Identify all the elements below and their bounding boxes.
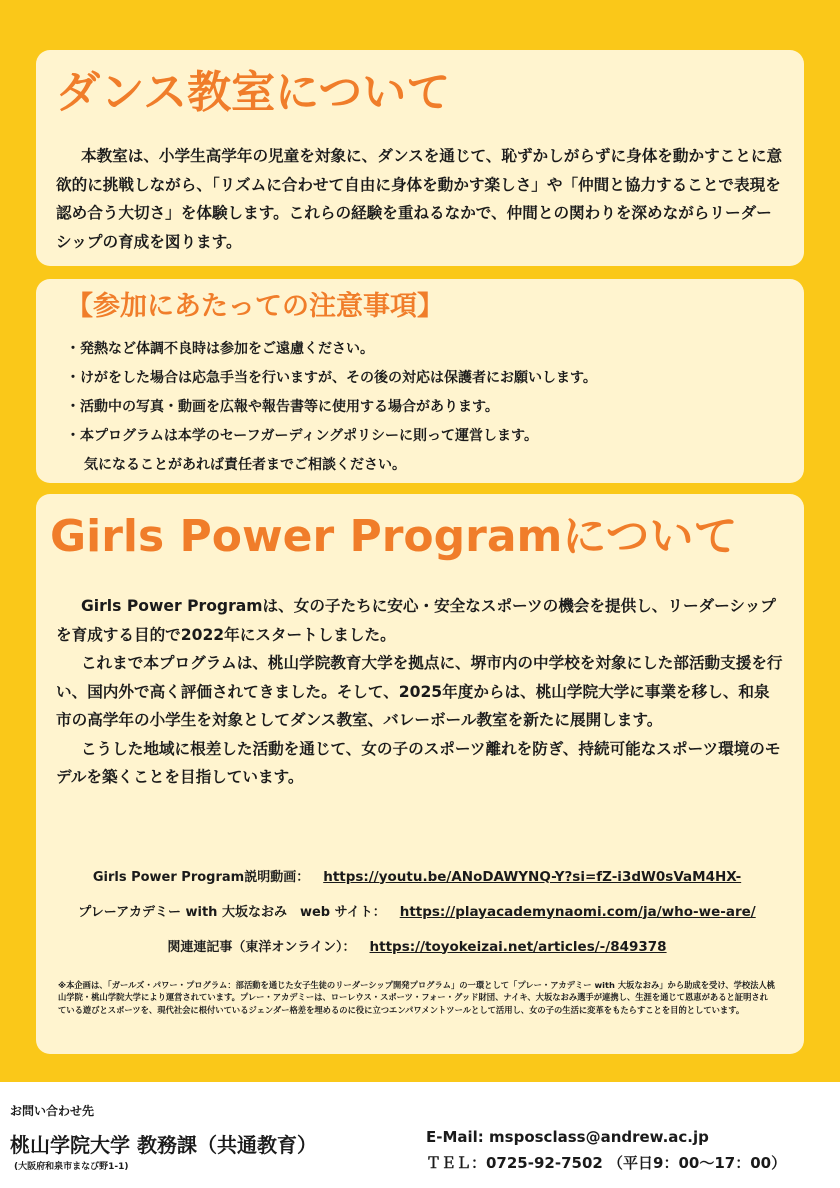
- dance-section-body: 本教室は、小学生高学年の児童を対象に、ダンスを通じて、恥ずかしがらずに身体を動かすことに意欲的に挑戦しながら、「リズムに合わせて自由に身体を動かす楽しさ」や「仲間と協力することで表現を認め合う大切さ」を体験します。これらの経験を重ねるなかで、仲間との関わりを深めながらリーダーシップの育成を図ります。: [56, 147, 783, 251]
- website-link[interactable]: https://playacademynaomi.com/ja/who-we-are/: [399, 903, 756, 920]
- note-item: ・活動中の写真・動画を広報や報告書等に使用する場合があります。: [66, 399, 499, 415]
- link-label: プレーアカデミー with 大坂なおみ web サイト：: [78, 904, 386, 920]
- gpp-paragraph: こうした地域に根差した活動を通じて、女の子のスポーツ離れを防ぎ、持続可能なスポーツ環境のモデルを築くことを目指しています。: [56, 739, 781, 786]
- link-row-website: [50, 895, 784, 930]
- contact-footer: [0, 1082, 840, 1188]
- links-list: [50, 860, 784, 965]
- link-row-video: [50, 860, 784, 895]
- article-link[interactable]: https://toyokeizai.net/articles/-/849378: [369, 938, 667, 955]
- dance-section-title: ダンス教室について: [56, 67, 451, 118]
- notes-section-title: 【参加にあたっての注意事項】: [66, 291, 444, 322]
- gpp-paragraph: Girls Power Programは、女の子たちに安心・安全なスポーツの機会を提供し、リーダーシップを育成する目的で2022年にスタートしました。: [56, 597, 776, 644]
- notes-list: [56, 335, 784, 451]
- link-row-article: [50, 930, 784, 965]
- dance-section: [36, 50, 804, 266]
- note-item: ・けがをした場合は応急手当を行いますが、その後の対応は保護者にお願いします。: [66, 370, 597, 386]
- note-item: ・発熱など体調不良時は参加をご遠慮ください。: [66, 341, 374, 357]
- organization-name: 桃山学院大学 教務課（共通教育）: [10, 1133, 317, 1157]
- note-continuation: 気になることがあれば責任者までご相談ください。: [84, 457, 406, 473]
- gpp-paragraph: これまで本プログラムは、桃山学院教育大学を拠点に、堺市内の中学校を対象にした部活動支援を行い、国内外で高く評価されてきました。そして、2025年度からは、桃山学院大学に事業を移し、和泉市の高学年の小学生を対象としてダンス教室、バレーボール教室を新たに展開します。: [56, 654, 783, 729]
- gpp-section: [36, 494, 804, 1054]
- gpp-section-title: Girls Power Programについて: [50, 511, 738, 562]
- note-item: ・本プログラムは本学のセーフガーディングポリシーに則って運営します。: [66, 428, 538, 444]
- contact-email[interactable]: E-Mail: msposclass@andrew.ac.jp: [426, 1128, 709, 1146]
- notes-section: [36, 279, 804, 483]
- link-label: 関連連記事（東洋オンライン）：: [167, 939, 356, 955]
- fine-print: ※本企画は、「ガールズ・パワー・プログラム：部活動を通じた女子生徒のリーダーシップ開発プログラム」の一環として「プレー・アカデミー with 大坂なおみ」から助成を受け、学校法人桃山学院・桃山学院大学により運営されています。プレー・アカデミーは、ローレウス・スポーツ・フォー・グッド財団、ナイキ、大坂なおみ選手が連携し、生涯を通じて恩恵があると証明されている遊びとスポーツを、現代社会に根付いているジェンダー格差を埋めるのに役に立つエンパワメントツールとして活用し、女の子の生活に変革をもたらすことを目的としています。: [58, 979, 776, 1015]
- contact-phone[interactable]: ＴＥＬ：0725-92-7502 （平日9：00〜17：00）: [426, 1154, 787, 1172]
- organization-address: (大阪府和泉市まなび野1-1): [14, 1162, 129, 1172]
- link-label: Girls Power Program説明動画：: [92, 869, 310, 885]
- contact-label: お問い合わせ先: [10, 1104, 95, 1118]
- video-link[interactable]: https://youtu.be/ANoDAWYNQ-Y?si=fZ-i3dW0sVaM4HX-: [323, 868, 742, 885]
